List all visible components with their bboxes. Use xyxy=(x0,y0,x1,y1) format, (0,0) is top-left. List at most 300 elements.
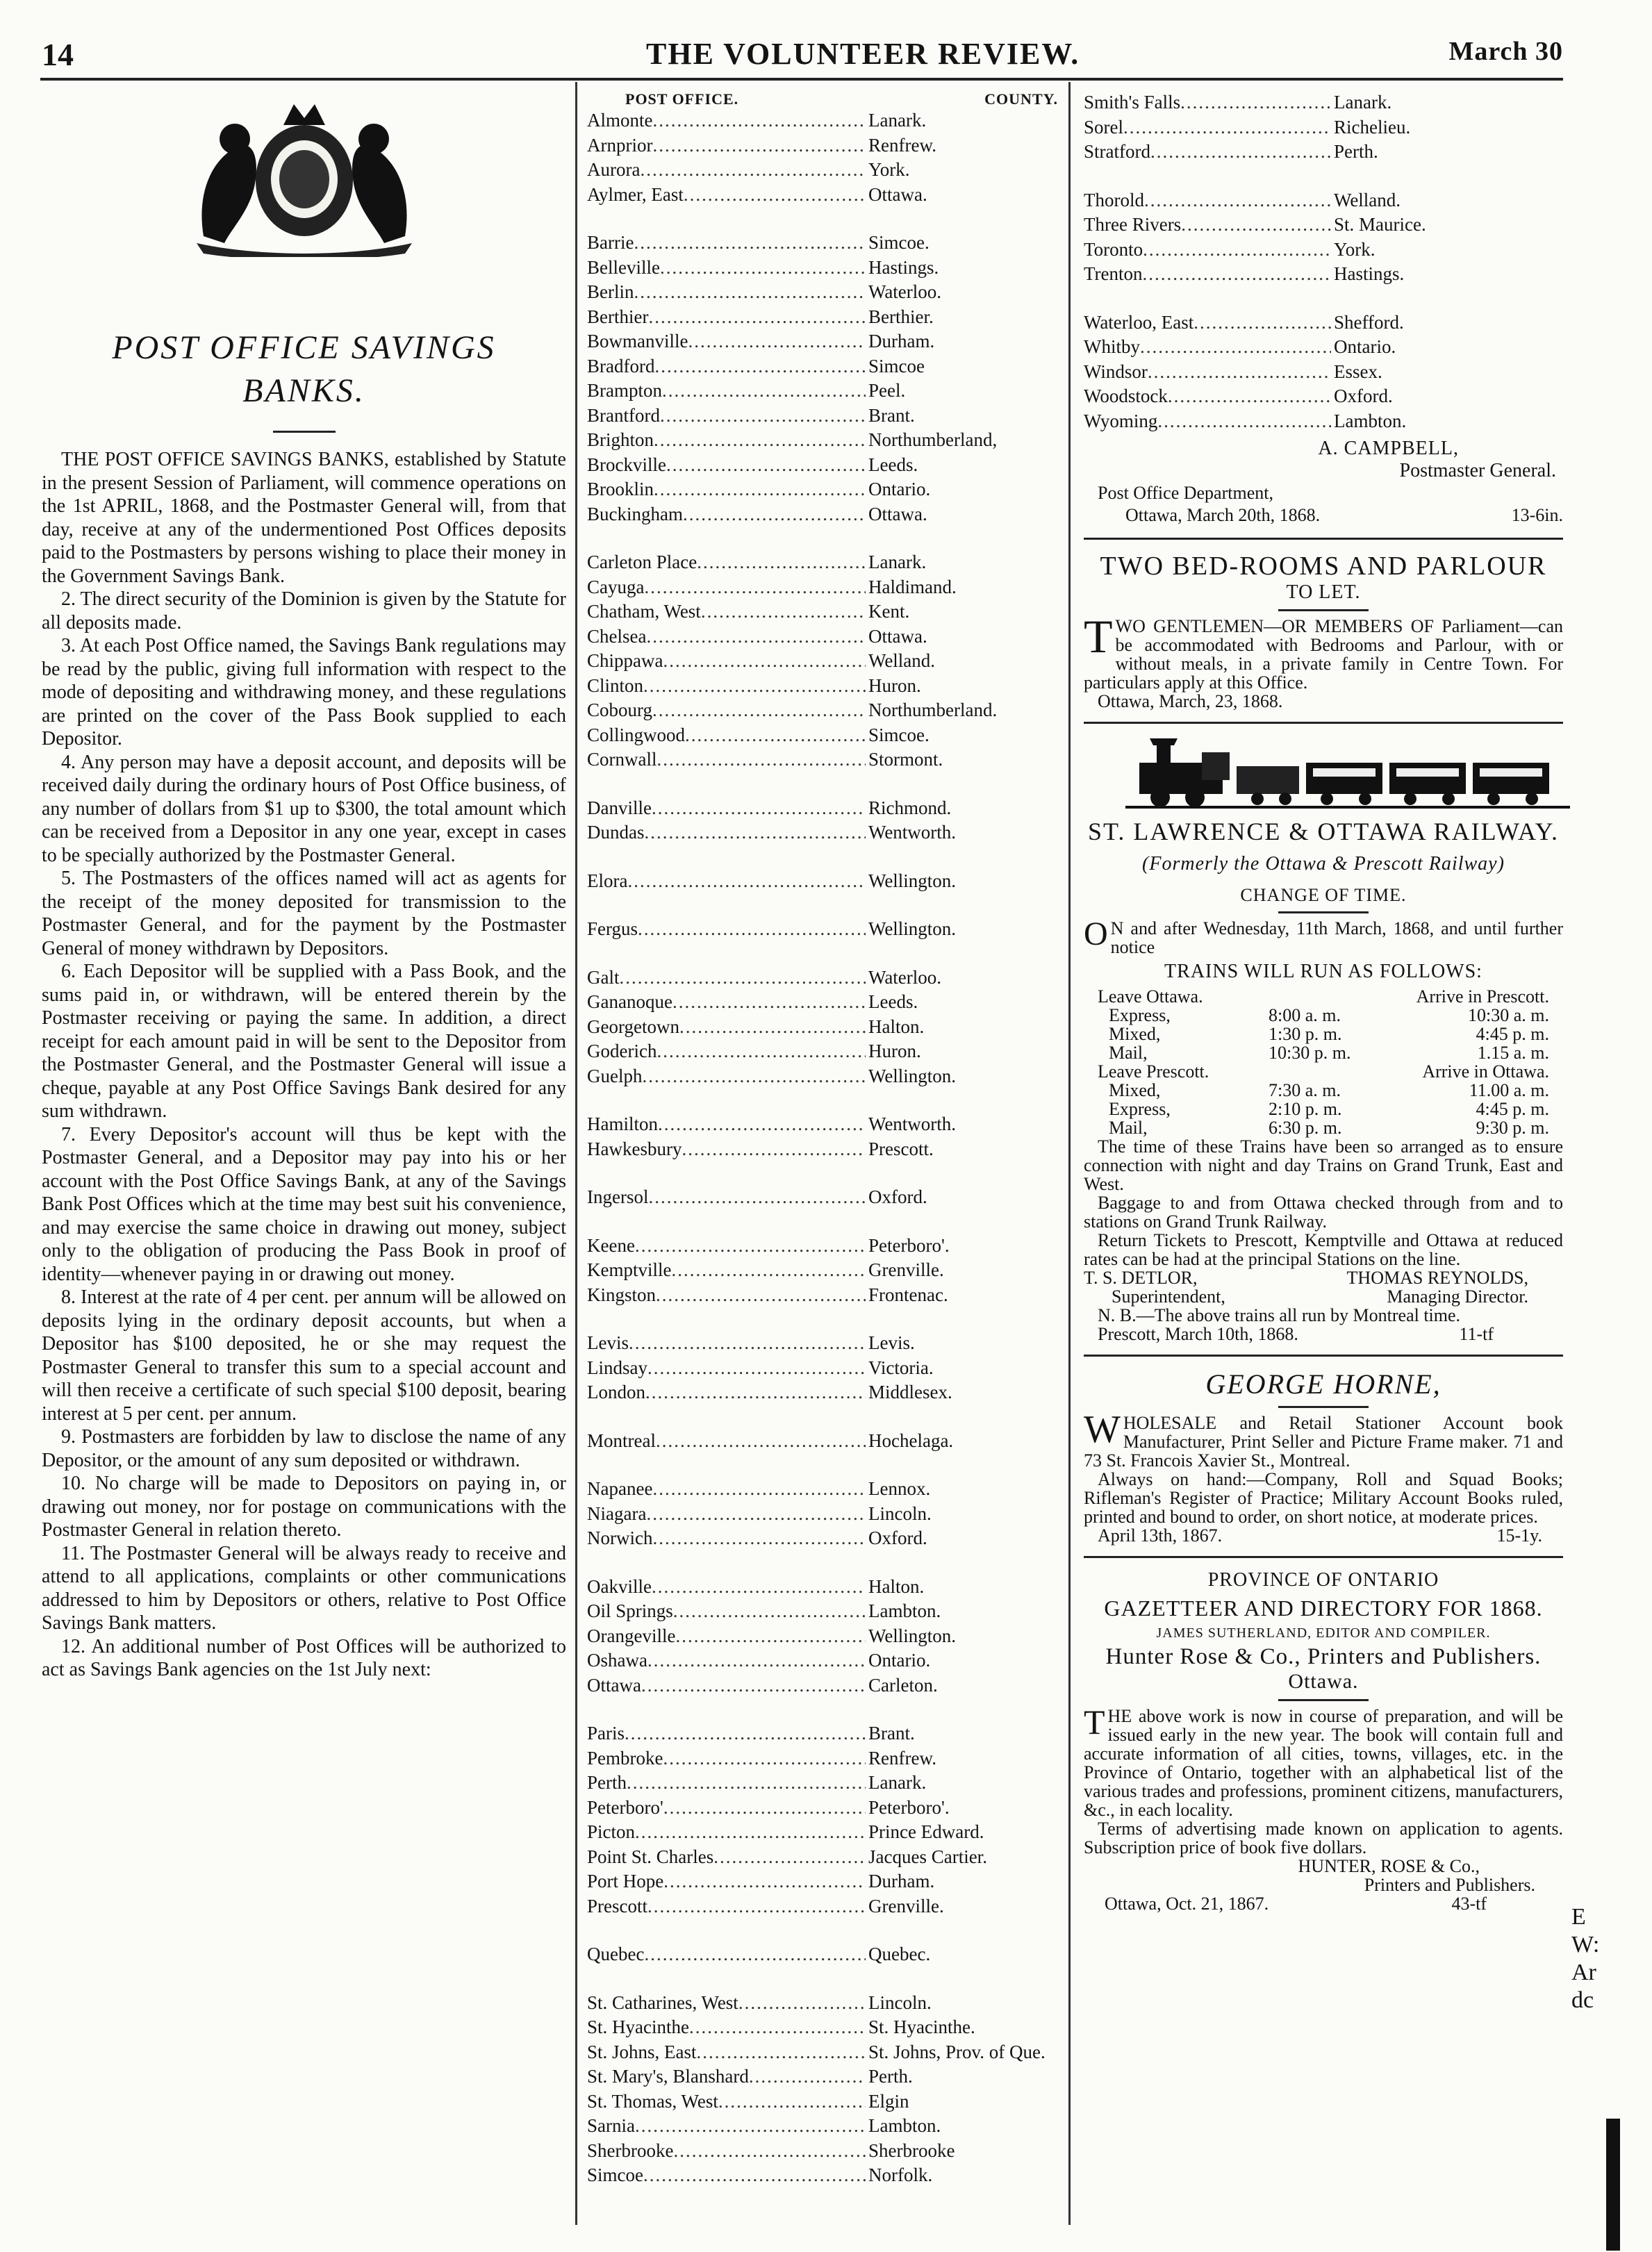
gazetteer-title: GAZETTEER AND DIRECTORY FOR 1868. xyxy=(1104,1596,1543,1621)
post-office-name: Bowmanville xyxy=(587,331,688,351)
county-name: Lambton. xyxy=(868,1600,941,1621)
locomotive-icon xyxy=(1125,735,1570,811)
county-name: Renfrew. xyxy=(868,134,936,156)
list-item xyxy=(587,305,1052,330)
list-item xyxy=(587,1673,1052,1698)
gazetteer-publisher: Hunter Rose & Co., Printers and Publishers. xyxy=(1105,1644,1542,1669)
dot-leader xyxy=(640,158,866,183)
dot-leader xyxy=(697,2040,866,2065)
list-item xyxy=(587,1234,1052,1259)
county-name: Ottawa. xyxy=(868,503,927,524)
post-office-name: Buckingham xyxy=(587,503,683,524)
dot-leader xyxy=(683,502,866,527)
gazetteer-date-line xyxy=(1084,1894,1563,1913)
horne-date-line xyxy=(1084,1526,1563,1545)
county-name: York. xyxy=(868,159,910,180)
list-item xyxy=(587,280,1052,305)
railway-signatures xyxy=(1084,1268,1563,1287)
dot-leader xyxy=(657,747,866,772)
list-item xyxy=(587,133,1052,158)
post-office-name: St. Catharines, West xyxy=(587,1992,738,2013)
post-office-name: Brooklin xyxy=(587,479,654,499)
dot-leader xyxy=(682,1137,866,1162)
rooms-ad-date: Ottawa, March, 23, 1868. xyxy=(1098,691,1283,711)
list-item xyxy=(1084,262,1563,287)
county-name: Stormont. xyxy=(868,749,943,770)
list-item xyxy=(587,869,1052,894)
county-name: Richmond. xyxy=(868,797,952,818)
dot-leader xyxy=(1157,409,1331,434)
divider xyxy=(1278,609,1369,611)
post-office-name: Peterboro' xyxy=(587,1796,663,1818)
post-office-name: Levis xyxy=(587,1332,629,1353)
list-header xyxy=(587,90,1058,108)
dot-leader xyxy=(643,2163,866,2188)
county-name: Waterloo. xyxy=(868,966,942,988)
rooms-ad-title: TWO BED-ROOMS AND PARLOUR xyxy=(1100,552,1547,581)
post-office-name: Oakville xyxy=(587,1575,652,1597)
group-gap xyxy=(587,527,1052,550)
train-depart: 6:30 p. m. xyxy=(1269,1118,1342,1138)
horne-title: GEORGE HORNE, xyxy=(1205,1368,1442,1400)
post-office-name: Sarnia xyxy=(587,2115,635,2136)
divider xyxy=(1278,1406,1369,1408)
post-office-name: Hawkesbury xyxy=(587,1138,682,1159)
dot-leader xyxy=(635,1820,866,1845)
post-office-name: Belleville xyxy=(587,256,660,278)
train-row xyxy=(1084,1043,1563,1062)
post-office-name: Prescott xyxy=(587,1895,647,1916)
dot-leader xyxy=(634,280,866,305)
post-office-name: Barrie xyxy=(587,232,634,253)
list-item xyxy=(587,820,1052,845)
post-office-name: Cayuga xyxy=(587,576,645,597)
list-item xyxy=(587,550,1052,575)
dot-leader xyxy=(1150,140,1331,165)
savings-paragraph: 4. Any person may have a deposit account, and deposits will be received daily during the ordinary hours of Post Office business, of any number of dollars from $1 up to $300, the total amount which can be received from a Depositor in any one year, except in cases to be specially authorized by the Postmaster General. xyxy=(42,751,566,866)
dot-leader xyxy=(684,183,866,208)
list-item xyxy=(587,698,1052,723)
list-item xyxy=(587,723,1052,748)
post-office-name: Niagara xyxy=(587,1502,647,1524)
group-gap xyxy=(587,1967,1052,1991)
dropcap: T xyxy=(1084,610,1113,663)
train-arrive: 11.00 a. m. xyxy=(1469,1080,1549,1100)
horne-date: April 13th, 1867. xyxy=(1098,1525,1223,1546)
county-name: Quebec. xyxy=(868,1944,931,1964)
group-gap xyxy=(587,207,1052,231)
dot-leader xyxy=(652,1477,866,1502)
column-rule xyxy=(1068,82,1071,2225)
list-item xyxy=(587,329,1052,354)
county-name: Wentworth. xyxy=(868,822,957,843)
post-office-name: Chippawa xyxy=(587,650,663,671)
county-name: Halton. xyxy=(868,1575,925,1597)
county-name: Grenville. xyxy=(868,1259,944,1280)
post-office-name: Woodstock xyxy=(1084,386,1168,406)
edge-fragment: E W: Ar dc xyxy=(1571,1904,1600,2013)
list-item xyxy=(587,1820,1052,1845)
county-name: Wellington. xyxy=(868,918,957,939)
dropcap: W xyxy=(1084,1408,1121,1451)
group-gap xyxy=(1084,287,1563,311)
savings-paragraph: 11. The Postmaster General will be always ready to receive and attend to all applications, complaints or other communications addressed to him by Depositors or others, relative to Post Office Savings Bank matters. xyxy=(42,1542,566,1634)
county-name: Renfrew. xyxy=(868,1747,936,1769)
dot-leader xyxy=(1143,262,1331,287)
train-type: Mail, xyxy=(1109,1118,1148,1138)
divider xyxy=(1084,538,1563,540)
county-name: Durham. xyxy=(868,331,935,351)
post-office-name: Oshawa xyxy=(587,1650,647,1671)
train-arrive: 4:45 p. m. xyxy=(1476,1099,1549,1119)
list-item xyxy=(587,502,1052,527)
post-office-name: Lindsay xyxy=(587,1357,647,1378)
post-office-name: Wyoming xyxy=(1084,410,1158,431)
list-item xyxy=(587,2064,1052,2089)
train-row xyxy=(1084,1081,1563,1100)
list-item xyxy=(1084,384,1563,409)
superintendent-name: T. S. DETLOR, xyxy=(1084,1268,1198,1288)
gazetteer-city: Ottawa. xyxy=(1288,1670,1359,1693)
post-office-name: Ingersol xyxy=(587,1186,649,1207)
list-item xyxy=(587,599,1052,624)
post-office-name: Three Rivers xyxy=(1084,214,1182,235)
train-arrive: 10:30 a. m. xyxy=(1468,1005,1549,1025)
list-item xyxy=(587,796,1052,821)
post-office-name: Galt xyxy=(587,966,620,988)
group-gap xyxy=(587,845,1052,869)
post-office-name: Quebec xyxy=(587,1944,645,1964)
dot-leader xyxy=(625,1721,866,1746)
list-item xyxy=(587,1575,1052,1600)
dot-leader xyxy=(620,966,866,991)
county-name: St. Maurice. xyxy=(1334,214,1426,235)
county-name: Hochelaga. xyxy=(868,1430,954,1451)
leave-ottawa: Leave Ottawa. xyxy=(1098,986,1203,1007)
county-name: Waterloo. xyxy=(868,281,942,302)
train-type: Mixed, xyxy=(1109,1080,1161,1100)
heading-line: BANKS. xyxy=(242,372,365,409)
gazetteer-date: Ottawa, Oct. 21, 1867. xyxy=(1105,1894,1269,1914)
department-date: Ottawa, March 20th, 1868. xyxy=(1125,505,1321,525)
office-groups xyxy=(587,108,1052,2188)
county-name: Prince Edward. xyxy=(868,1821,984,1842)
post-office-name: Elora xyxy=(587,870,628,891)
post-office-name: Aurora xyxy=(587,159,641,180)
list-item xyxy=(587,1599,1052,1624)
dot-leader xyxy=(646,1502,866,1527)
dot-leader xyxy=(635,2114,866,2139)
county-name: Oxford. xyxy=(868,1186,927,1207)
dot-leader xyxy=(638,917,866,942)
list-item xyxy=(587,428,1052,453)
county-name: Perth. xyxy=(1334,141,1378,162)
list-item xyxy=(587,1845,1052,1870)
list-item xyxy=(1084,188,1563,213)
post-office-name: Cornwall xyxy=(587,749,657,770)
list-item xyxy=(587,2040,1052,2065)
director-name: THOMAS REYNOLDS, xyxy=(1346,1268,1528,1288)
dot-leader xyxy=(647,1894,866,1919)
group-gap xyxy=(587,1919,1052,1942)
dot-leader xyxy=(645,820,866,845)
county-name: Perth. xyxy=(868,2066,913,2087)
post-office-name: Danville xyxy=(587,797,652,818)
dot-leader xyxy=(697,550,866,575)
dot-leader xyxy=(647,1356,866,1381)
dot-leader xyxy=(656,1039,866,1064)
list-item xyxy=(587,1064,1052,1089)
railway-date: Prescott, March 10th, 1868. xyxy=(1098,1324,1298,1344)
post-office-name: Bradford xyxy=(587,355,655,376)
train-type: Express, xyxy=(1109,1005,1171,1025)
savings-paragraph: 7. Every Depositor's account will thus be kept with the Postmaster General, and a Depositor may pay into his or her account with the Post Office Savings Bank, at any of the Savings Bank Post Offices which at the time may best suit his convenience, and may exercise the same choice in drawing out money, subject only to the obligation of producing the Pass Book in proof of identity—whenever paying in or drawing out money. xyxy=(42,1123,566,1285)
dot-leader xyxy=(654,428,866,453)
group-gap xyxy=(587,1551,1052,1575)
column-rule xyxy=(575,82,577,2225)
dropcap: O xyxy=(1084,916,1108,952)
post-office-name: Port Hope xyxy=(587,1871,664,1891)
group-gap xyxy=(587,1161,1052,1185)
list-item xyxy=(1084,115,1563,140)
dot-leader xyxy=(646,624,866,649)
dot-leader xyxy=(671,1258,866,1283)
dot-leader xyxy=(627,1771,866,1796)
post-office-name: Oil Springs xyxy=(587,1600,673,1621)
county-name: Elgin xyxy=(868,2090,909,2112)
list-item xyxy=(587,1039,1052,1064)
list-item xyxy=(1084,311,1563,336)
dot-leader xyxy=(652,796,866,821)
list-item xyxy=(587,1112,1052,1137)
post-office-name: Montreal xyxy=(587,1430,656,1451)
county-name: Lincoln. xyxy=(868,1502,932,1524)
county-name: Durham. xyxy=(868,1871,935,1891)
dot-leader xyxy=(685,723,866,748)
post-office-name: St. Hyacinthe xyxy=(587,2017,689,2037)
rooms-ad-text: WO GENTLEMEN—OR MEMBERS OF Parliament—can be accommodated with Bedrooms and Parlour, with or without meals, in a private family in Centre Town. For particulars apply at this Office. xyxy=(1084,616,1563,693)
county-name: Berthier. xyxy=(868,306,934,327)
dot-leader xyxy=(656,1429,866,1454)
post-office-name: Dundas xyxy=(587,822,645,843)
dot-leader xyxy=(652,698,866,723)
county-name: Kent. xyxy=(868,601,910,622)
county-name: Northumberland, xyxy=(868,429,998,450)
county-name: York. xyxy=(1334,238,1376,260)
prescott-trains-table xyxy=(1084,1081,1563,1137)
county-name: Oxford. xyxy=(1334,386,1393,406)
post-office-name: Ottawa xyxy=(587,1674,641,1696)
county-name: Northumberland. xyxy=(868,699,998,720)
post-office-name: Trenton xyxy=(1084,263,1143,284)
county-name: Haldimand. xyxy=(868,576,957,597)
list-item xyxy=(587,404,1052,429)
post-office-name: Pembroke xyxy=(587,1747,663,1769)
county-name: Brant. xyxy=(868,404,915,426)
list-item xyxy=(587,2139,1052,2164)
divider xyxy=(1084,1556,1563,1558)
dot-leader xyxy=(1144,188,1331,213)
train-arrive: 9:30 p. m. xyxy=(1476,1118,1549,1138)
dot-leader xyxy=(1181,213,1331,238)
county-name: Shefford. xyxy=(1334,311,1404,333)
group-gap xyxy=(587,942,1052,966)
savings-heading xyxy=(42,326,566,413)
post-office-name: Perth xyxy=(587,1772,627,1793)
list-item xyxy=(587,1894,1052,1919)
list-item xyxy=(587,231,1052,256)
train-arrive: 1.15 a. m. xyxy=(1477,1043,1549,1063)
list-item xyxy=(587,1015,1052,1040)
list-item xyxy=(587,1283,1052,1308)
dot-leader xyxy=(1180,90,1331,115)
post-office-name: Brantford xyxy=(587,404,660,426)
post-office-name: St. Thomas, West xyxy=(587,2090,718,2112)
heading-line: POST OFFICE SAVINGS xyxy=(112,329,496,366)
list-item xyxy=(587,1477,1052,1502)
post-office-name: Aylmer, East xyxy=(587,183,684,205)
train-row xyxy=(1084,1025,1563,1043)
group-gap xyxy=(587,1307,1052,1331)
county-name: Lanark. xyxy=(868,552,927,572)
gazetteer-line: PROVINCE OF ONTARIO xyxy=(1207,1569,1439,1591)
list-item xyxy=(587,1771,1052,1796)
county-name: Simcoe xyxy=(868,355,925,376)
post-office-name: Arnprior xyxy=(587,134,653,156)
post-office-name: Brighton xyxy=(587,429,654,450)
list-item xyxy=(587,1991,1052,2016)
savings-text xyxy=(42,448,566,1682)
railway-code: 11-tf xyxy=(1459,1324,1494,1344)
county-name: Brant. xyxy=(868,1723,915,1744)
dot-leader xyxy=(679,1015,866,1040)
list-item xyxy=(1084,213,1563,238)
list-item xyxy=(587,1721,1052,1746)
list-item xyxy=(587,747,1052,772)
post-office-name: Sorel xyxy=(1084,116,1123,138)
county-name: Ontario. xyxy=(868,1650,931,1671)
list-item xyxy=(587,1185,1052,1210)
ottawa-trains-table xyxy=(1084,1006,1563,1062)
dot-leader xyxy=(641,1673,866,1698)
county-name: Peterboro'. xyxy=(868,1234,950,1256)
dot-leader xyxy=(1148,360,1331,385)
train-row xyxy=(1084,1006,1563,1025)
list-item xyxy=(587,256,1052,281)
list-item xyxy=(587,1526,1052,1551)
list-item xyxy=(587,649,1052,674)
dot-leader xyxy=(662,379,866,404)
train-type: Express, xyxy=(1109,1099,1171,1119)
list-item xyxy=(587,1502,1052,1527)
railway-note: Baggage to and from Ottawa checked through from and to stations on Grand Trunk Railway. xyxy=(1084,1193,1563,1232)
post-office-name: Clinton xyxy=(587,674,644,696)
railway-signature-titles xyxy=(1084,1287,1563,1306)
train-depart: 8:00 a. m. xyxy=(1269,1005,1341,1025)
dot-leader xyxy=(658,1112,866,1137)
railway-note: The time of these Trains have been so arranged as to ensure connection with night and day Trains on Grand Trunk, East and West. xyxy=(1084,1136,1563,1194)
county-name: Wellington. xyxy=(868,1065,957,1086)
dot-leader xyxy=(648,1185,866,1210)
county-name: Leeds. xyxy=(868,454,918,475)
train-depart: 10:30 p. m. xyxy=(1269,1043,1351,1063)
list-item xyxy=(587,2163,1052,2188)
group-gap xyxy=(587,1698,1052,1721)
county-name: Oxford. xyxy=(868,1527,927,1548)
list-item xyxy=(587,1137,1052,1162)
department-line: Post Office Department, xyxy=(1098,483,1273,503)
post-office-name: Napanee xyxy=(587,1478,653,1499)
list-item xyxy=(587,1380,1052,1405)
dot-leader xyxy=(713,1845,866,1870)
page-number: 14 xyxy=(42,37,74,72)
dot-leader xyxy=(663,1796,866,1821)
postmaster-title: Postmaster General. xyxy=(1399,460,1556,481)
train-row xyxy=(1084,1100,1563,1118)
dot-leader xyxy=(718,2089,866,2114)
county-name: Ontario. xyxy=(868,479,931,499)
divider xyxy=(1278,1699,1369,1701)
county-name: Ottawa. xyxy=(868,183,927,205)
list-item xyxy=(587,1869,1052,1894)
dot-leader xyxy=(634,231,866,256)
page-header xyxy=(42,36,1563,78)
dot-leader xyxy=(688,329,866,354)
list-item xyxy=(587,2114,1052,2139)
leave-ottawa-row xyxy=(1084,987,1563,1006)
county-name: Norfolk. xyxy=(868,2164,933,2185)
horne-body xyxy=(1084,1408,1563,1471)
dot-leader xyxy=(654,477,866,502)
county-name: Lennox. xyxy=(868,1478,931,1499)
dot-leader xyxy=(643,674,866,699)
list-item xyxy=(587,966,1052,991)
county-name: Sherbrooke xyxy=(868,2139,955,2161)
post-office-name: Gananoque xyxy=(587,991,672,1012)
county-name: Grenville. xyxy=(868,1895,944,1916)
list-item xyxy=(587,379,1052,404)
header-rule xyxy=(40,78,1563,81)
savings-bank-column xyxy=(42,90,566,1682)
train-depart: 2:10 p. m. xyxy=(1269,1099,1342,1119)
county-name: Middlesex. xyxy=(868,1382,952,1402)
list-item xyxy=(587,575,1052,600)
list-item xyxy=(587,2015,1052,2040)
dot-leader xyxy=(673,2139,866,2164)
gazetteer-code: 43-tf xyxy=(1451,1894,1487,1914)
dot-leader xyxy=(635,1234,866,1259)
dot-leader xyxy=(1193,311,1331,336)
list-item xyxy=(587,674,1052,699)
dot-leader xyxy=(644,575,866,600)
county-name: Lanark. xyxy=(868,110,927,131)
dot-leader xyxy=(629,1331,866,1356)
county-name: Hastings. xyxy=(1334,263,1405,284)
post-office-name: Stratford xyxy=(1084,141,1150,162)
dot-leader xyxy=(652,1526,866,1551)
county-name: Victoria. xyxy=(868,1357,934,1378)
list-item xyxy=(1084,409,1563,434)
dot-leader xyxy=(645,1380,866,1405)
county-name: Ontario. xyxy=(1334,336,1396,357)
post-office-name: Whitby xyxy=(1084,336,1140,357)
post-office-name: Sherbrooke xyxy=(587,2139,674,2161)
county-name: Frontenac. xyxy=(868,1284,948,1305)
horne-code: 15-1y. xyxy=(1496,1525,1542,1546)
gazetteer-text-2: Terms of advertising made known on application to agents. Subscription price of book five dollars. xyxy=(1084,1819,1563,1857)
post-office-name: Chelsea xyxy=(587,625,647,647)
list-item xyxy=(587,1356,1052,1381)
